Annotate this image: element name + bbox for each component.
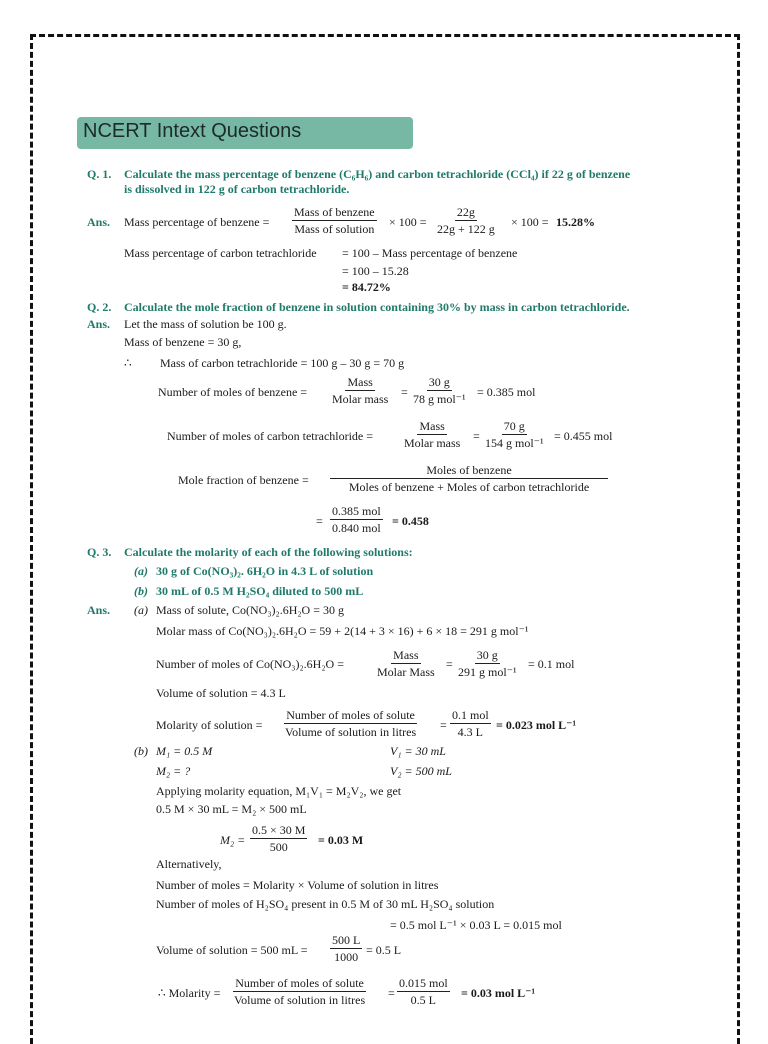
q3-b-v2: V₂ = 500 mL [390, 764, 452, 778]
numerator: 0.1 mol [452, 708, 489, 722]
numerator: 30 g [476, 648, 498, 662]
q1-fraction-1 [292, 205, 377, 236]
q3-a-moles-lhs: Number of moles of Co(NO₃)₂.6H₂O = [156, 657, 344, 671]
q3-b-m2-lhs: M₂ = [220, 833, 246, 847]
q2-mf2-fraction [330, 504, 383, 535]
q1-ans-lhs: Mass percentage of benzene = [124, 215, 270, 229]
q2-line3: Mass of carbon tetrachloride = 100 g – 30 g = 70 g [160, 356, 405, 370]
q3-b-m1: M₁ = 0.5 M [156, 744, 213, 758]
numerator: Mass [419, 419, 445, 433]
numerator: 0.385 mol [332, 504, 381, 518]
q1-ans-mid: × 100 = [389, 215, 427, 229]
numerator: Mass [347, 375, 373, 389]
q2-nc-fraction-2 [483, 419, 546, 450]
denominator: Molar mass [332, 392, 389, 406]
numerator: 500 L [332, 933, 361, 947]
q3-b-vol-result: = 0.5 L [366, 943, 402, 957]
q1-number: Q. 1. [87, 167, 112, 181]
denominator: 0.840 mol [332, 521, 381, 535]
q2-ans-label: Ans. [87, 317, 111, 331]
q3-ans-label: Ans. [87, 603, 111, 617]
q1-text-line2: is dissolved in 122 g of carbon tetrachloride. [124, 182, 350, 196]
denominator: 154 g mol⁻¹ [485, 436, 544, 450]
equals: = [440, 718, 447, 732]
q3-part-a-label: (a) [134, 564, 148, 578]
numerator: 70 g [503, 419, 525, 433]
q3-a-volume: Volume of solution = 4.3 L [156, 686, 286, 700]
q1-ans2-rhs: = 100 – Mass percentage of benzene [342, 246, 518, 260]
denominator: 500 [269, 840, 288, 854]
denominator: 4.3 L [457, 725, 483, 739]
q1-ans-label: Ans. [87, 215, 111, 229]
numerator: Moles of benzene [330, 463, 608, 479]
denominator: 0.5 L [410, 993, 436, 1007]
equals: = [473, 429, 480, 443]
q3-b-apply: Applying molarity equation, M₁V₁ = M₂V₂, we get [156, 784, 402, 798]
numerator: 0.015 mol [399, 976, 448, 990]
denominator: Molar Mass [377, 665, 435, 679]
equals: = [316, 514, 323, 528]
q1-result-prefix: × 100 = [511, 215, 549, 229]
q1-result: 15.28% [556, 215, 595, 229]
q3-b-molarity-fraction-2 [397, 976, 450, 1007]
q3-b-eq1: 0.5 M × 30 mL = M₂ × 500 mL [156, 802, 307, 816]
q3-part-a-text: 30 g of Co(NO₃)₂. 6H₂O in 4.3 L of solution [156, 564, 374, 578]
q3-a-moles-fraction-2 [456, 648, 519, 679]
numerator: Number of moles of solute [286, 708, 415, 722]
q2-nb-result: = 0.385 mol [477, 385, 536, 399]
q1-text-line1: Calculate the mass percentage of benzene (C₆H₆) and carbon tetrachloride (CCl₄) if 22 g of benzene [124, 167, 631, 181]
numerator: Mass [393, 648, 419, 662]
section-header [77, 117, 413, 149]
numerator: 22g [456, 205, 475, 219]
numerator: Mass of benzene [294, 205, 375, 219]
q3-a-molarity-result: = 0.023 mol L⁻¹ [496, 718, 577, 732]
q3-a-molarity-lhs: Molarity of solution = [156, 718, 263, 732]
q2-nb-fraction-1 [330, 375, 390, 406]
denominator: 22g + 122 g [437, 222, 495, 236]
q3-b-vol-lhs: Volume of solution = 500 mL = [156, 943, 308, 957]
q2-nc-lhs: Number of moles of carbon tetrachloride = [167, 429, 374, 443]
q3-a-moles-result: = 0.1 mol [528, 657, 575, 671]
denominator: 78 g mol⁻¹ [413, 392, 466, 406]
q2-nb-lhs: Number of moles of benzene = [158, 385, 308, 399]
q3-b-m2-result: = 0.03 M [318, 833, 364, 847]
q3-b-v1: V₁ = 30 mL [390, 744, 446, 758]
denominator: 1000 [334, 950, 359, 964]
q3-b-molarity-result: = 0.03 mol L⁻¹ [461, 986, 536, 1000]
section-title: NCERT Intext Questions [83, 120, 302, 142]
q3-text: Calculate the molarity of each of the following solutions: [124, 545, 413, 559]
q2-nc-fraction-1 [402, 419, 462, 450]
denominator: Mass of solution [294, 222, 375, 236]
q3-number: Q. 3. [87, 545, 112, 559]
q3-part-b-text: 30 mL of 0.5 M H₂SO₄ diluted to 500 mL [156, 584, 364, 598]
q3-a-moles-fraction-1 [375, 648, 437, 679]
q3-b-nm: Number of moles = Molarity × Volume of solution in litres [156, 878, 439, 892]
equals: = [401, 385, 408, 399]
q3-b-alternatively: Alternatively, [156, 857, 222, 871]
q3-part-b-label: (b) [134, 584, 148, 598]
therefore-symbol: ∴ [124, 356, 132, 370]
q2-mf2-result: = 0.458 [392, 514, 429, 528]
q3-b-molarity-lhs: ∴ Molarity = [158, 986, 221, 1000]
q3-a-line2: Molar mass of Co(NO₃)₂.6H₂O = 59 + 2(14 + 3 × 16) + 6 × 18 = 291 g mol⁻¹ [156, 624, 529, 638]
q2-line1: Let the mass of solution be 100 g. [124, 317, 287, 331]
numerator: Number of moles of solute [235, 976, 364, 990]
q3-b-nm3: = 0.5 mol L⁻¹ × 0.03 L = 0.015 mol [390, 918, 562, 932]
equals: = [388, 986, 395, 1000]
numerator: 30 g [428, 375, 450, 389]
q2-line2: Mass of benzene = 30 g, [124, 335, 242, 349]
q2-nb-fraction-2 [411, 375, 468, 406]
q3-b-m2: M₂ = ? [156, 764, 191, 778]
q2-nc-result: = 0.455 mol [554, 429, 613, 443]
q3-ans-part-a: (a) [134, 603, 148, 617]
q1-ans2-lhs: Mass percentage of carbon tetrachloride [124, 246, 317, 260]
denominator: Volume of solution in litres [285, 725, 417, 739]
q3-b-nm2: Number of moles of H₂SO₄ present in 0.5 M of 30 mL H₂SO₄ solution [156, 897, 495, 911]
q3-a-line1: Mass of solute, Co(NO₃)₂.6H₂O = 30 g [156, 603, 344, 617]
q3-a-molarity-fraction-1 [283, 708, 418, 739]
equals: = [446, 657, 453, 671]
denominator: Molar mass [404, 436, 461, 450]
q1-ans2-step2: = 100 – 15.28 [342, 264, 409, 278]
q3-b-molarity-fraction-1 [232, 976, 367, 1007]
q3-b-m2-fraction [250, 823, 307, 854]
q1-fraction-2 [435, 205, 497, 236]
q1-ans2-step3: = 84.72% [342, 280, 391, 294]
q2-text: Calculate the mole fraction of benzene in solution containing 30% by mass in carbon tetrachloride. [124, 300, 630, 314]
denominator: Moles of benzene + Moles of carbon tetrachloride [348, 480, 590, 494]
numerator: 0.5 × 30 M [252, 823, 306, 837]
q3-a-molarity-fraction-2 [450, 708, 491, 739]
denominator: 291 g mol⁻¹ [458, 665, 517, 679]
q3-ans-part-b: (b) [134, 744, 148, 758]
q3-b-vol-fraction [330, 933, 362, 964]
q2-mf-lhs: Mole fraction of benzene = [178, 473, 309, 487]
q2-number: Q. 2. [87, 300, 112, 314]
q2-mf-fraction [330, 463, 608, 494]
denominator: Volume of solution in litres [234, 993, 366, 1007]
